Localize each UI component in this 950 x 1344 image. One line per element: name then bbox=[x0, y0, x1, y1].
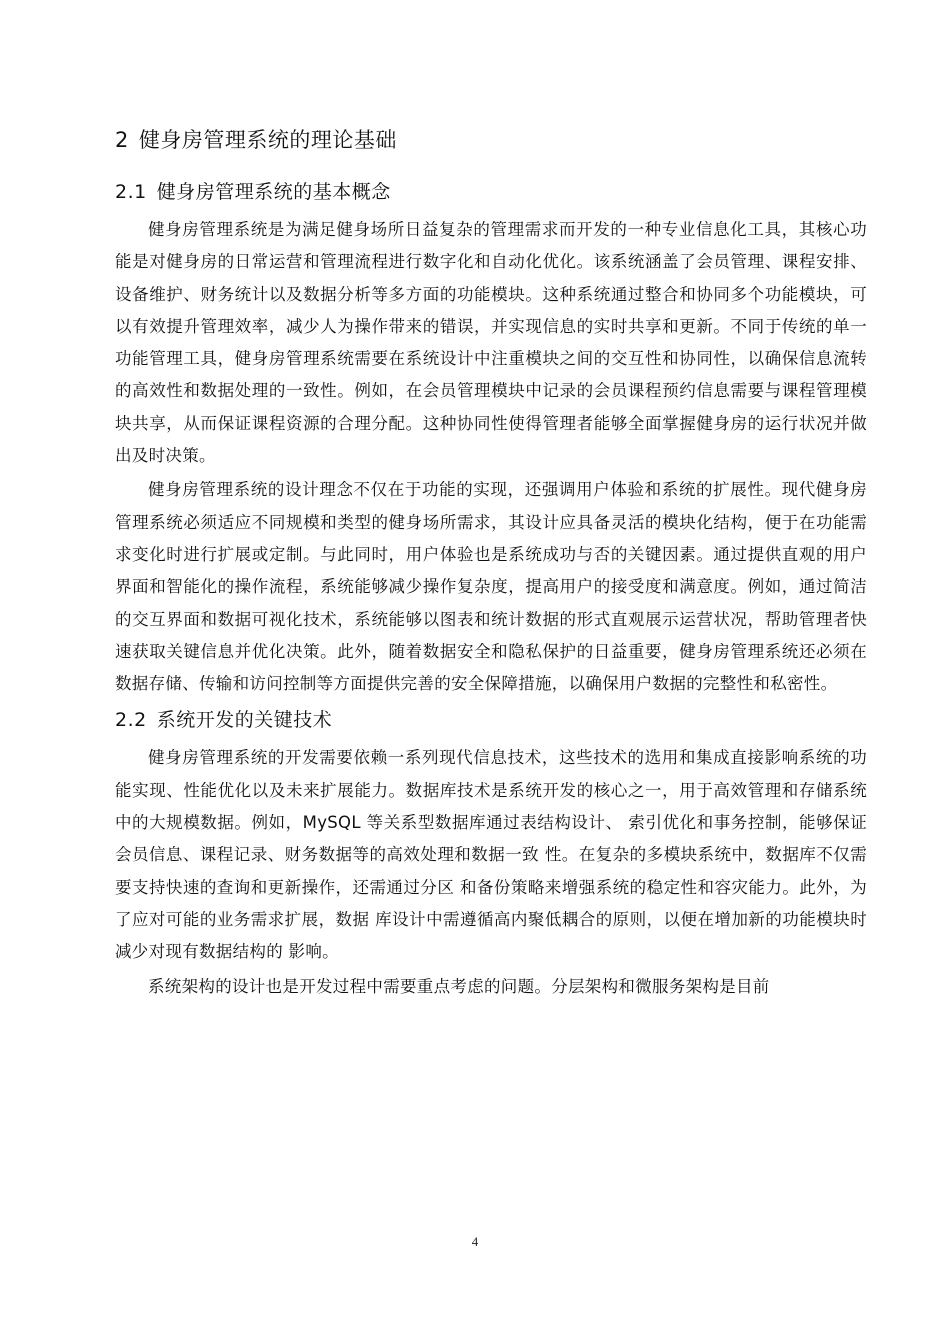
section-heading-2-1 bbox=[115, 174, 867, 210]
section-number: 2.1 bbox=[115, 181, 147, 203]
page-content bbox=[115, 120, 867, 1005]
section-title: 健身房管理系统的基本概念 bbox=[156, 181, 391, 203]
page-number: 4 bbox=[471, 1234, 479, 1249]
paragraph: 系统架构的设计也是开发过程中需要重点考虑的问题。分层架构和微服务架构是目前 bbox=[148, 976, 770, 996]
section-title: 系统开发的关键技术 bbox=[156, 709, 333, 732]
paragraph: 健身房管理系统的开发需要依赖一系列现代信息技术，这些技术的选用和集成直接影响系统的功能实现、性能优化以及未来扩展能力。数据库技术是系统开发的核心之一，用于高效管理和存储系统中的大规模数据。例如，MySQL 等关系型数据库通过表结构设计、 索引优化和事务控制，能够保证会员信息、课程记录、财务数据等的高效处理和数据一致 性。在复杂的多模块系统中，数据库不仅需要支持快速的查询和更新操作，还需通过分区 和备份策略来增强系统的稳定性和容灾能力。此外，为了应对可能的业务需求扩展，数据 库设计中需遵循高内聚低耦合的原则，以便在增加新的功能模块时减少对现有数据结构的 影响。 bbox=[115, 748, 867, 962]
chapter-number: 2 bbox=[115, 128, 129, 152]
chapter-heading bbox=[115, 120, 867, 160]
paragraph: 健身房管理系统的设计理念不仅在于功能的实现，还强调用户体验和系统的扩展性。现代健身房管理系统必须适应不同规模和类型的健身场所需求，其设计应具备灵活的模块化结构，便于在功能需求变化时进行扩展或定制。与此同时，用户体验也是系统成功与否的关键因素。通过提供直观的用户界面和智能化的操作流程，系统能够减少操作复杂度，提高用户的接受度和满意度。例如，通过简洁的交互界面和数据可视化技术，系统能够以图表和统计数据的形式直观展示运营状况，帮助管理者快速获取关键信息并优化决策。此外，随着数据安全和隐私保护的日益重要，健身房管理系统还必须在数据存储、传输和访问控制等方面提供完善的安全保障措施，以确保用户数据的完整性和私密性。 bbox=[115, 480, 867, 694]
section-heading-2-2 bbox=[115, 702, 867, 738]
chapter-title: 健身房管理系统的理论基础 bbox=[138, 128, 397, 152]
paragraph: 健身房管理系统是为满足健身场所日益复杂的管理需求而开发的一种专业信息化工具，其核心功能是对健身房的日常运营和管理流程进行数字化和自动化优化。该系统涵盖了会员管理、课程安排、设备维护、财务统计以及数据分析等多方面的功能模块。这种系统通过整合和协同多个功能模块，可以有效提升管理效率，减少人为操作带来的错误，并实现信息的实时共享和更新。不同于传统的单一功能管理工具，健身房管理系统需要在系统设计中注重模块之间的交互性和协同性，以确保信息流转的高效性和数据处理的一致性。例如，在会员管理模块中记录的会员课程预约信息需要与课程管理模块共享，从而保证课程资源的合理分配。这种协同性使得管理者能够全面掌握健身房的运行状况并做出及时决策。 bbox=[115, 220, 867, 466]
section-number: 2.2 bbox=[115, 709, 147, 732]
